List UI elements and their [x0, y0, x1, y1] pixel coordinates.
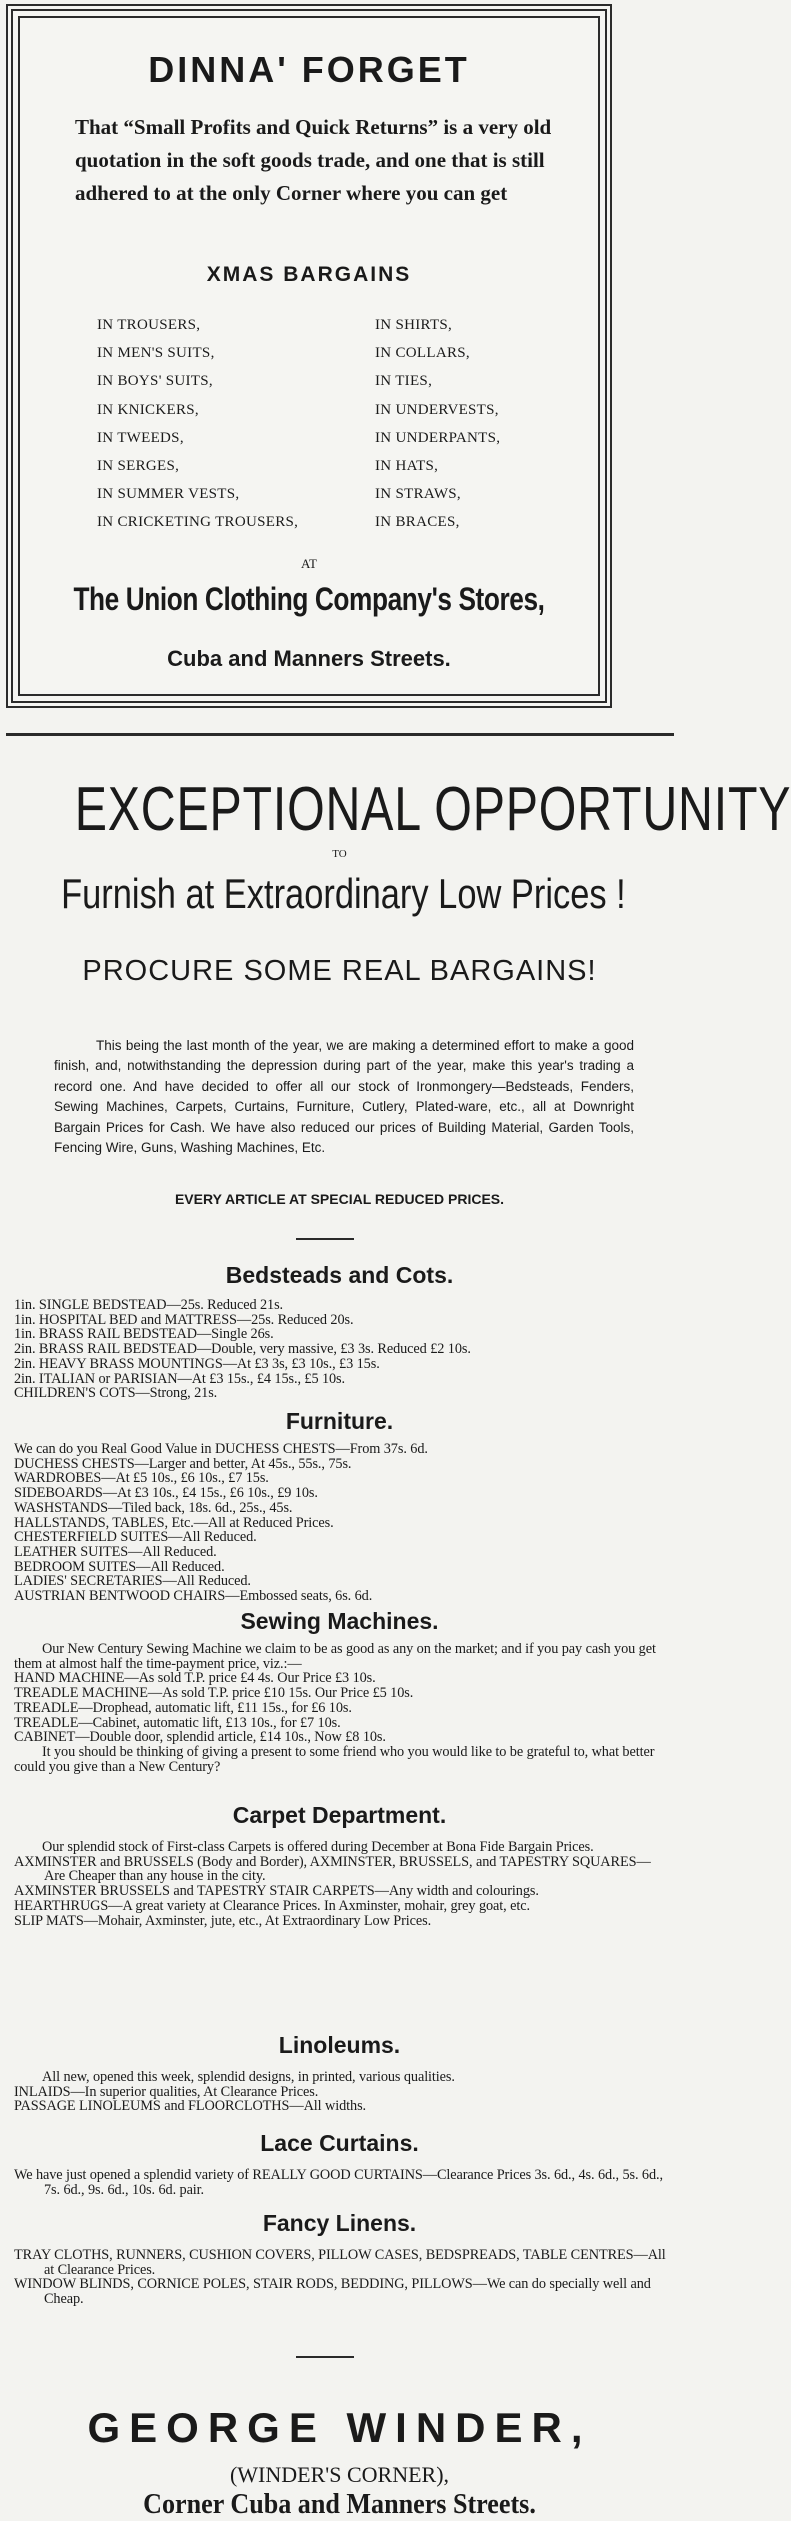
section-linens [14, 2248, 666, 2307]
list-item: CABINET—Double door, splendid article, £14 10s., Now £8 10s. [14, 1729, 386, 1746]
list-item: SIDEBOARDS—At £3 10s., £4 15s., £6 10s., £9 10s. [14, 1485, 318, 1502]
store-address: Cuba and Manners Streets. [167, 646, 451, 671]
section-bedsteads [14, 1298, 666, 1401]
section-text: We have just opened a splendid variety of REALLY GOOD CURTAINS—Clearance Prices 3s. 6d., 4s. 6d., 5s. 6d., 7s. 6d., 9s. 6d., 10s. 6d. pair. [14, 2167, 663, 2198]
list-item: DUCHESS CHESTS—Larger and better, At 45s., 55s., 75s. [14, 1455, 352, 1472]
union-clothing-advert [6, 4, 612, 708]
bargain-list-left [97, 311, 298, 537]
list-item: IN HATS, [375, 458, 439, 475]
section-furniture [14, 1442, 666, 1604]
list-item: We can do you Real Good Value in DUCHESS CHESTS—From 37s. 6d. [14, 1441, 428, 1457]
section-lace [14, 2168, 666, 2197]
list-item: HALLSTANDS, TABLES, Etc.—All at Reduced Prices. [14, 1514, 334, 1531]
section-heading-bedsteads: Bedsteads and Cots. [225, 1262, 454, 1288]
list-item: IN SHIRTS, [375, 317, 453, 333]
advert-intro: That “Small Profits and Quick Returns” is a very old quotation in the soft goods trade, and one that is still adhered to at the only Corner where you can get [75, 115, 552, 205]
section-heading-furniture: Furniture. [285, 1408, 394, 1434]
intro-paragraph: This being the last month of the year, we are making a determined effort to make a good finish, and, notwithstanding the depression during part of the year, make this year's trading a record one. And have decided to offer all our stock of Ironmongery—Bedsteads, Fenders, Sewing Machines, Carpets, Curtains, Furniture, Cutlery, Plated-ware, etc., all at Downright Bargain Prices for Cash. We have also reduced our prices of Building Material, Garden Tools, Fencing Wire, Guns, Washing Machines, Etc. [54, 1038, 634, 1156]
list-item: IN TIES, [375, 373, 433, 390]
list-item: IN STRAWS, [375, 486, 461, 503]
list-item: 2in. HEAVY BRASS MOUNTINGS—At £3 3s, £3 10s., £3 15s. [14, 1355, 380, 1372]
advert-subtitle: XMAS BARGAINS [206, 263, 412, 286]
list-item: LEATHER SUITES—All Reduced. [14, 1543, 217, 1560]
divider [296, 1238, 354, 1240]
list-item: TREADLE MACHINE—As sold T.P. price £10 15s. Our Price £5 10s. [14, 1685, 414, 1702]
list-item: IN MEN'S SUITS, [97, 345, 215, 362]
list-item: HAND MACHINE—As sold T.P. price £4 4s. Our Price £3 10s. [14, 1670, 376, 1687]
list-item: WASHSTANDS—Tiled back, 18s. 6d., 25s., 45s. [14, 1499, 293, 1516]
list-item: 2in. ITALIAN or PARISIAN—At £3 15s., £4 15s., £5 10s. [14, 1370, 345, 1387]
list-item: WARDROBES—At £5 10s., £6 10s., £7 15s. [14, 1470, 269, 1487]
footer-address: Corner Cuba and Manners Streets. [143, 2488, 536, 2520]
list-item: CHILDREN'S COTS—Strong, 21s. [14, 1385, 218, 1402]
list-item: TREADLE—Cabinet, automatic lift, £13 10s., for £7 10s. [14, 1714, 341, 1731]
divider [296, 2356, 354, 2358]
section-intro: All new, opened this week, splendid designs, in printed, various qualities. [42, 2069, 455, 2085]
list-item: IN UNDERPANTS, [375, 429, 501, 446]
list-item: IN UNDERVESTS, [375, 401, 499, 418]
section-heading-lace: Lace Curtains. [260, 2130, 419, 2156]
list-item: AUSTRIAN BENTWOOD CHAIRS—Embossed seats, 6s. 6d. [14, 1588, 373, 1605]
list-item: TRAY CLOTHS, RUNNERS, CUSHION COVERS, PILLOW CASES, BEDSPREADS, TABLE CENTRES—All at Clearance Prices. [14, 2247, 666, 2278]
list-item: IN TROUSERS, [97, 317, 201, 333]
list-item: 1in. HOSPITAL BED and MATTRESS—25s. Reduced 20s. [14, 1311, 354, 1328]
list-item: 2in. BRASS RAIL BEDSTEAD—Double, very massive, £3 3s. Reduced £2 10s. [14, 1341, 471, 1358]
advert-at: AT [301, 556, 317, 571]
section-sewing [14, 1642, 666, 1774]
section-intro: Our New Century Sewing Machine we claim to be as good as any on the market; and if you pay cash you get them at almost half the time-payment price, viz.:— [14, 1641, 656, 1672]
list-item: CHESTERFIELD SUITES—All Reduced. [14, 1529, 257, 1546]
list-item: IN CRICKETING TROUSERS, [97, 514, 299, 531]
list-item: PASSAGE LINOLEUMS and FLOORCLOTHS—All widths. [14, 2098, 367, 2115]
section-heading-linoleums: Linoleums. [278, 2032, 401, 2058]
list-item: TREADLE—Drophead, automatic lift, £11 15s., for £6 10s. [14, 1699, 352, 1716]
footer-corner: (WINDER'S CORNER), [229, 2462, 450, 2487]
section-heading-carpet: Carpet Department. [232, 1802, 447, 1828]
procure-heading: PROCURE SOME REAL BARGAINS! [82, 955, 597, 987]
section-linoleums [14, 2070, 666, 2114]
advert-title: DINNA' FORGET [148, 49, 470, 90]
list-item: AXMINSTER and BRUSSELS (Body and Border), AXMINSTER, BRUSSELS, and TAPESTRY SQUARES—Are Cheaper than any house in the city. [14, 1853, 651, 1885]
list-item: AXMINSTER BRUSSELS and TAPESTRY STAIR CARPETS—Any width and colourings. [14, 1883, 539, 1900]
section-outro: It you should be thinking of giving a present to some friend who you would like to be grateful to, what better could you give than a New Century? [14, 1743, 655, 1775]
list-item: LADIES' SECRETARIES—All Reduced. [14, 1573, 251, 1590]
list-item: IN COLLARS, [375, 345, 470, 362]
store-name: The Union Clothing Company's Stores, [73, 581, 545, 617]
list-item: INLAIDS—In superior qualities, At Clearance Prices. [14, 2083, 319, 2100]
every-article-line: EVERY ARTICLE AT SPECIAL REDUCED PRICES. [174, 1191, 505, 1207]
list-item: BEDROOM SUITES—All Reduced. [14, 1558, 225, 1575]
headline: EXCEPTIONAL OPPORTUNITY [74, 775, 791, 844]
footer-name: GEORGE WINDER, [87, 2404, 592, 2451]
headline-to: TO [332, 848, 347, 860]
subheadline: Furnish at Extraordinary Low Prices ! [61, 870, 626, 917]
list-item: IN BRACES, [375, 514, 460, 531]
section-carpet [14, 1840, 666, 1928]
section-intro: Our splendid stock of First-class Carpets is offered during December at Bona Fide Bargain Prices. [42, 1839, 594, 1855]
list-item: HEARTHRUGS—A great variety at Clearance Prices. In Axminster, mohair, grey goat, etc. [14, 1897, 530, 1914]
list-item: WINDOW BLINDS, CORNICE POLES, STAIR RODS, BEDDING, PILLOWS—We can do specially well and Cheap. [14, 2276, 651, 2308]
column-rule [6, 733, 674, 736]
section-heading-linens: Fancy Linens. [262, 2210, 417, 2236]
list-item: 1in. BRASS RAIL BEDSTEAD—Single 26s. [14, 1326, 274, 1343]
section-heading-sewing: Sewing Machines. [240, 1608, 439, 1634]
list-item: 1in. SINGLE BEDSTEAD—25s. Reduced 21s. [14, 1297, 284, 1313]
list-item: IN SERGES, [97, 458, 180, 475]
list-item: IN BOYS' SUITS, [97, 373, 213, 390]
bargain-list-right [375, 311, 500, 537]
list-item: IN TWEEDS, [97, 429, 184, 446]
list-item: IN SUMMER VESTS, [97, 486, 240, 503]
list-item: SLIP MATS—Mohair, Axminster, jute, etc., At Extraordinary Low Prices. [14, 1912, 432, 1929]
list-item: IN KNICKERS, [97, 401, 199, 418]
